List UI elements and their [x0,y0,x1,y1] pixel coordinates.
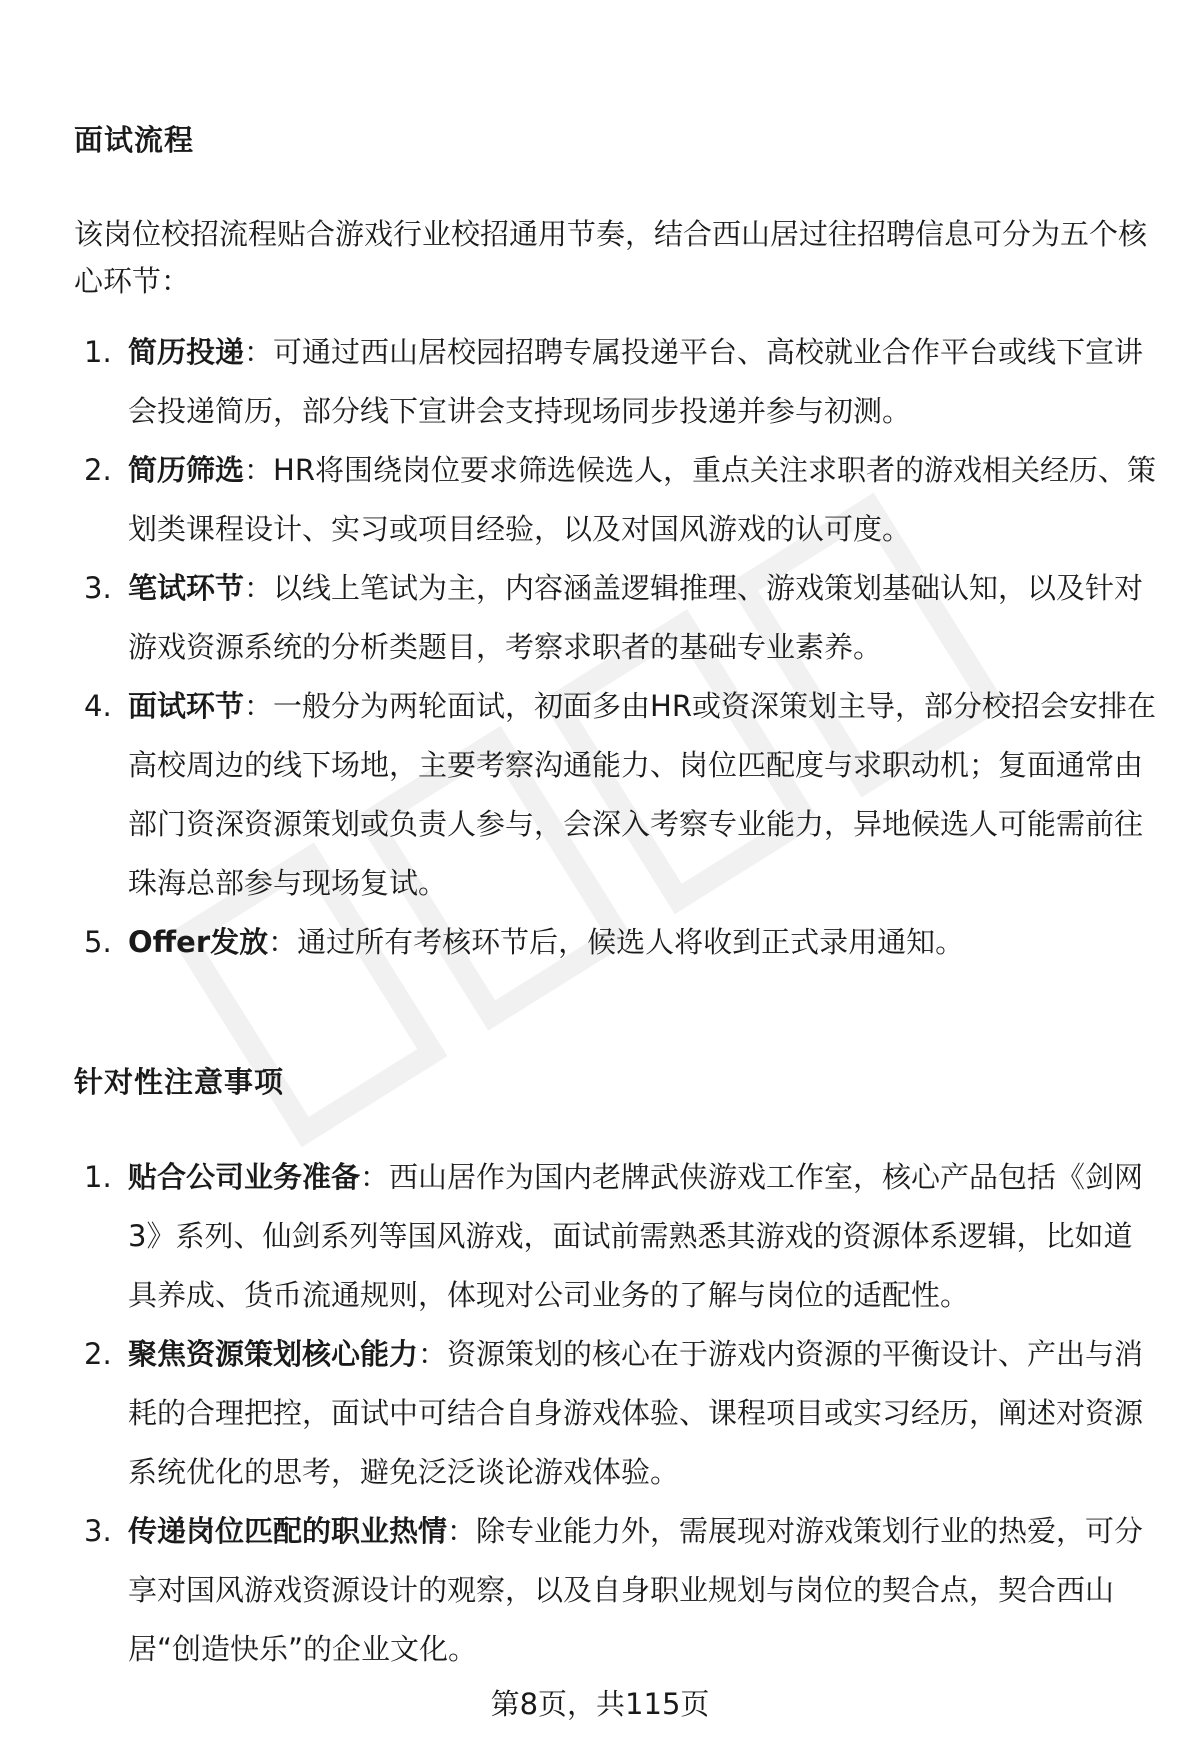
page-number-footer: 第8页，共115页 [490,1687,710,1721]
list-item: 4. 面试环节：一般分为两轮面试，初面多由HR或资深策划主导，部分校招会安排在高校周边的线下场地，主要考察沟通能力、岗位匹配度与求职动机；复面通常由部门资深资源策划或负责人参与，会深入考察专业能力，异地候选人可能需前往珠海总部参与现场复试。 [84,689,1156,900]
list-item: 5. Offer发放：通过所有考核环节后，候选人将收到正式录用通知。 [84,925,965,959]
list-item: 2. 聚焦资源策划核心能力：资源策划的核心在于游戏内资源的平衡设计、产出与消耗的合理把控，面试中可结合自身游戏体验、课程项目或实习经历，阐述对资源系统优化的思考，避免泛泛谈论游戏体验。 [84,1337,1144,1489]
list-item: 1. 贴合公司业务准备：西山居作为国内老牌武侠游戏工作室，核心产品包括《剑网3》系列、仙剑系列等国风游戏，面试前需熟悉其游戏的资源体系逻辑，比如道具养成、货币流通规则，体现对公司业务的了解与岗位的适配性。 [84,1160,1144,1312]
interview-steps-list [74,323,1160,972]
item-text: ：通过所有考核环节后，候选人将收到正式录用通知。 [268,925,965,959]
item-text: ：除专业能力外，需展现对游戏策划行业的热爱，可分享对国风游戏资源设计的观察，以及自身职业规划与岗位的契合点，契合西山居“创造快乐”的企业文化。 [128,1514,1144,1666]
section-heading-interview-process: 面试流程 [74,123,195,157]
list-item: 2. 简历筛选：HR将围绕岗位要求筛选候选人，重点关注求职者的游戏相关经历、策划类课程设计、实习或项目经验，以及对国风游戏的认可度。 [84,453,1156,546]
list-item: 3. 传递岗位匹配的职业热情：除专业能力外，需展现对游戏策划行业的热爱，可分享对国风游戏资源设计的观察，以及自身职业规划与岗位的契合点，契合西山居“创造快乐”的企业文化。 [84,1514,1144,1666]
item-title: Offer发放 [128,925,269,959]
item-title: 传递岗位匹配的职业热情 [128,1514,448,1548]
section-heading-notes: 针对性注意事项 [74,1065,285,1099]
item-text: ：可通过西山居校园招聘专属投递平台、高校就业合作平台或线下宣讲会投递简历，部分线下宣讲会支持现场同步投递并参与初测。 [128,335,1144,428]
item-title: 简历投递 [128,335,245,369]
list-item: 3. 笔试环节：以线上笔试为主，内容涵盖逻辑推理、游戏策划基础认知，以及针对游戏资源系统的分析类题目，考察求职者的基础专业素养。 [84,571,1144,664]
item-text: ：一般分为两轮面试，初面多由HR或资深策划主导，部分校招会安排在高校周边的线下场地，主要考察沟通能力、岗位匹配度与求职动机；复面通常由部门资深资源策划或负责人参与，会深入考察专业能力，异地候选人可能需前往珠海总部参与现场复试。 [128,689,1156,900]
intro-paragraph: 该岗位校招流程贴合游戏行业校招通用节奏，结合西山居过往招聘信息可分为五个核心环节： [74,217,1148,298]
item-title: 面试环节 [128,689,245,723]
item-title: 笔试环节 [128,571,245,605]
item-text: ：以线上笔试为主，内容涵盖逻辑推理、游戏策划基础认知，以及针对游戏资源系统的分析类题目，考察求职者的基础专业素养。 [128,571,1144,664]
item-text: ：HR将围绕岗位要求筛选候选人，重点关注求职者的游戏相关经历、策划类课程设计、实习或项目经验，以及对国风游戏的认可度。 [128,453,1156,546]
item-text: ：资源策划的核心在于游戏内资源的平衡设计、产出与消耗的合理把控，面试中可结合自身游戏体验、课程项目或实习经历，阐述对资源系统优化的思考，避免泛泛谈论游戏体验。 [128,1337,1144,1489]
item-text: ：西山居作为国内老牌武侠游戏工作室，核心产品包括《剑网3》系列、仙剑系列等国风游戏，面试前需熟悉其游戏的资源体系逻辑，比如道具养成、货币流通规则，体现对公司业务的了解与岗位的适配性。 [128,1160,1144,1312]
notes-list [74,1148,1160,1679]
item-title: 贴合公司业务准备 [128,1160,361,1194]
list-item: 1. 简历投递：可通过西山居校园招聘专属投递平台、高校就业合作平台或线下宣讲会投递简历，部分线下宣讲会支持现场同步投递并参与初测。 [84,335,1144,428]
item-title: 简历筛选 [128,453,245,487]
item-title: 聚焦资源策划核心能力 [128,1337,419,1371]
